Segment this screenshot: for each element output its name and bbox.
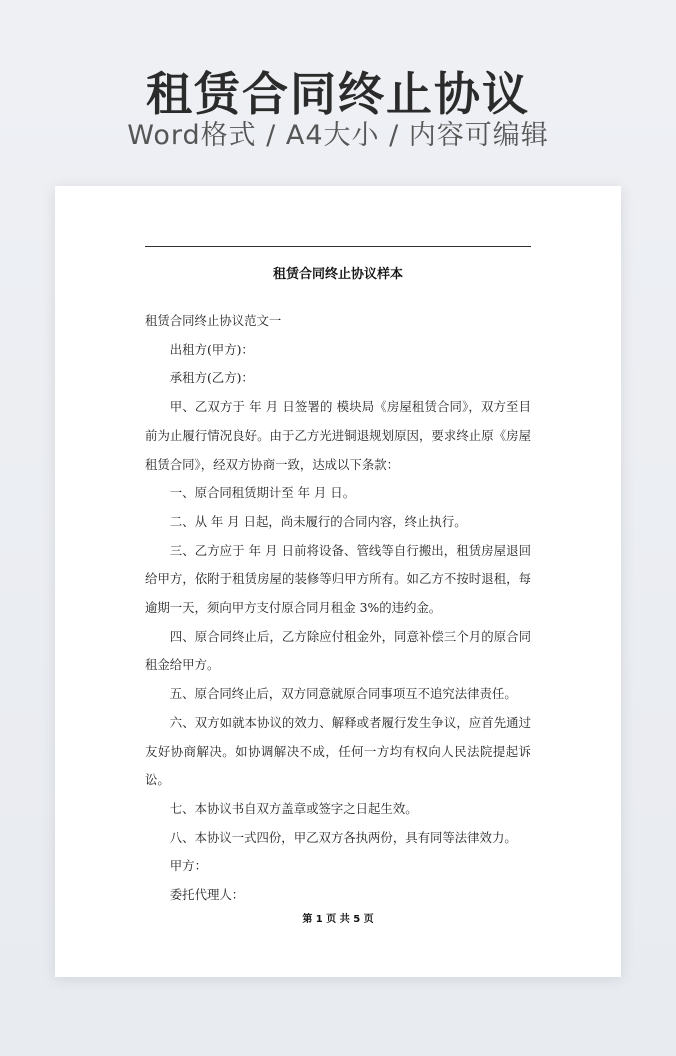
paragraph-clause-3: 三、乙方应于 年 月 日前将设备、管线等自行搬出，租赁房屋退回给甲方，依附于租赁房屋的装修等归甲方所有。如乙方不按时退租，每逾期一天，须向甲方支付原合同月租金 3%的违约金。 bbox=[145, 542, 531, 616]
paragraph-preamble: 甲、乙双方于 年 月 日签署的 模块局《房屋租赁合同》，双方至目前为止履行情况良好。由于乙方光进铜退规划原因，要求终止原《房屋租赁合同》，经双方协商一致，达成以下条款： bbox=[145, 399, 531, 472]
paragraph-agent: 委托代理人： bbox=[169, 887, 245, 903]
document-title: 租赁合同终止协议样本 bbox=[272, 267, 403, 282]
paragraph-clause-6: 六、双方如就本协议的效力、解释或者履行发生争议，应首先通过友好协商解决。如协调解决不成，任何一方均有权向人民法院提起诉讼。 bbox=[145, 714, 531, 788]
paragraph-clause-5: 五、原合同终止后，双方同意就原合同事项互不追究法律责任。 bbox=[169, 686, 517, 702]
document-page bbox=[55, 186, 621, 977]
paragraph-clause-8: 八、本协议一式四份，甲乙双方各执两份，具有同等法律效力。 bbox=[169, 829, 517, 845]
page-number: 第 1 页 共 5 页 bbox=[302, 914, 374, 925]
paragraph-clause-7: 七、本协议书自双方盖章或签字之日起生效。 bbox=[169, 800, 418, 816]
paragraph-clause-1: 一、原合同租赁期计至 年 月 日。 bbox=[169, 485, 356, 501]
document-body bbox=[145, 307, 531, 910]
paragraph-clause-2: 二、从 年 月 日起，尚未履行的合同内容，终止执行。 bbox=[169, 513, 467, 529]
hero-title: 租赁合同终止协议 bbox=[146, 67, 530, 121]
paragraph-party-a: 甲方： bbox=[169, 858, 207, 874]
header-rule bbox=[145, 246, 531, 247]
paragraph-lessee: 承租方(乙方)： bbox=[169, 370, 254, 386]
paragraph-heading: 租赁合同终止协议范文一 bbox=[145, 313, 282, 328]
hero-subtitle: Word格式 / A4大小 / 内容可编辑 bbox=[127, 120, 549, 151]
paragraph-lessor: 出租方(甲方)： bbox=[169, 341, 254, 357]
paragraph-clause-4: 四、原合同终止后，乙方除应付租金外，同意补偿三个月的原合同租金给甲方。 bbox=[145, 628, 531, 673]
